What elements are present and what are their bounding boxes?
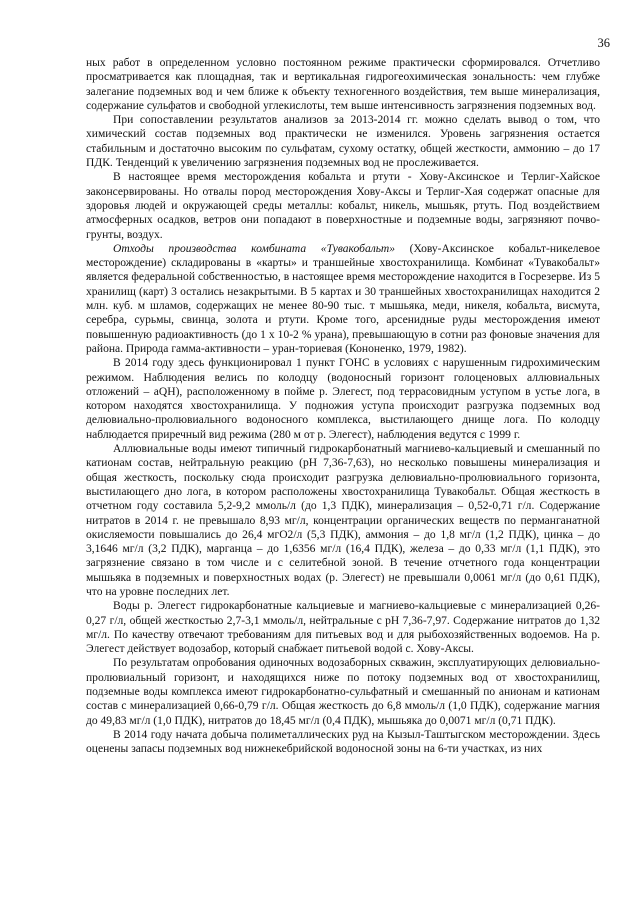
paragraph-tuvacobalt-waste <box>86 242 600 356</box>
page-number: 36 <box>597 36 610 50</box>
paragraph-continuation: ных работ в определенном условно постоянном режиме практически сформировался. Отчетливо просматривается как площадная, так и вертикальная гидрогеохимическая зональность: чем глубже залегание подземных вод и чем ближе к объекту техногенного воздействия, тем выше минерализация, содержание сульфатов и свободной углекислоты, тем выше интенсивность загрязнения подземных вод. <box>86 57 600 112</box>
paragraph-elegest-river: Воды р. Элегест гидрокарбонатные кальциевые и магниево-кальциевые с минерализацией 0,26-0,27 г/л, общей жесткостью 2,7-3,1 ммоль/л, нейтральные с pH 7,36-7,97. Содержание нитратов до 1,32 мг/л. По качеству отвечают требованиям для питьевых вод и для рыбохозяйственных водоемов. На р. Элегест действует водозабор, который снабжает питьевой водой с. Хову-Аксы. <box>86 600 600 656</box>
paragraph-gons-2014: В 2014 году здесь функционировал 1 пункт ГОНС в условиях с нарушенным гидрохимическим режимом. Наблюдения велись по колодцу (водоносный горизонт голоценовых аллювиальных отложений – aQH), расположенному в пойме р. Элегест, под террасовидным уступом в устье лога, в котором находятся хвостохранилища. У подножия уступа происходит разгрузка подземных вод делювиально-пролювиального водоносного комплекса, выстилающего днище лога. По колодцу наблюдается приречный вид режима (280 м от р. Элегест), наблюдения ведутся с 1999 г. <box>86 357 600 441</box>
italic-lead: Отходы производства комбината «Тувакобальт» <box>113 242 395 255</box>
paragraph-kyzyl-tashtyg: В 2014 году начата добыча полиметаллических руд на Кызыл-Таштыгском месторождении. Здесь оценены запасы подземных вод нижнекебрийской водоносной зоны на 6-ти участках, из них <box>86 728 600 756</box>
paragraph-deposits-mothballed: В настоящее время месторождения кобальта и ртути - Хову-Аксинское и Терлиг-Хайское законсервированы. Но отвалы пород месторождения Хову-Аксы и Терлиг-Хая содержат опасные для здоровья людей и окружающей среды металлы: кобальт, никель, мышьяк, ртуть. Под воздействием атмосферных осадков, ветров они попадают в поверхностные и подземные воды, загрязняют почво-грунты, воздух. <box>86 171 600 241</box>
paragraph-tuvacobalt-waste-text: (Хову-Аксинское кобальт-никелевое месторождение) складированы в «карты» и траншейные хвостохранилища. Комбинат «Тувакобальт» является федеральной собственностью, в настоящее время месторождение находится в Госрезерве. Из 5 хранилищ (карт) 3 остались незакрытыми. В 5 картах и 30 траншейных хвостохранилищах находится 2 млн. куб. м шламов, содержащих не менее 80-90 тыс. т мышьяка, меди, никеля, кобальта, висмута, серебра, сурьмы, свинца, золота и ртути. Кроме того, арсенидные руды месторождения имеют повышенную радиоактивность (до 1 х 10-2 % урана), превышающую в сотни раз фоновые значения для района. Природа гамма-активности – уран-ториевая (Кононенко, 1979, 1982). <box>86 242 600 355</box>
paragraph-analysis-comparison: При сопоставлении результатов анализов за 2013-2014 гг. можно сделать вывод о том, что химический состав подземных вод практически не изменился. Уровень загрязнения остается стабильным и достаточно высоким по сульфатам, сухому остатку, общей жесткости, аммонию – до 17 ПДК. Тенденций к увеличению загрязнения подземных вод не прослеживается. <box>86 114 600 170</box>
document-body <box>86 56 600 757</box>
paragraph-alluvial-waters: Аллювиальные воды имеют типичный гидрокарбонатный магниево-кальциевый и смешанный по катионам состав, нейтральную реакцию (pH 7,36-7,63), но несколько повышены минерализация и общая жесткость, поскольку сюда происходит разгрузка делювиально-пролювиального горизонта, выстилающего дно лога, в котором расположены хвостохранилища Тувакобальт. Общая жесткость в отчетном году составила 5,2-9,2 ммоль/л (до 1,3 ПДК), минерализация – 0,52-0,71 г/л. Содержание нитратов в 2014 г. не превышало 8,93 мг/л, концентрации органических веществ по перманганатной окисляемости повышались до 26,4 мгO2/л (5,3 ПДК), аммония – до 1,8 мг/л (1,2 ПДК), цинка – до 3,1646 мг/л (3,2 ПДК), марганца – до 1,6356 мг/л (16,4 ПДК), железа – до 0,33 мг/л (1,1 ПДК), это загрязнение связано в том числе и с селитебной зоной. В течение отчетного года концентрации мышьяка в подземных и поверхностных водах (р. Элегест) не превышали 0,0061 мг/л (до 0,61 ПДК), что на уровне последних лет. <box>86 443 600 598</box>
paragraph-sampling-results: По результатам опробования одиночных водозаборных скважин, эксплуатирующих делювиально-пролювиальный горизонт, и находящихся ниже по потоку подземных вод от хвостохранилищ, подземные воды комплекса имеют гидрокарбонатно-сульфатный и смешанный по анионам и катионам состав с минерализацией 0,66-0,79 г/л. Общая жесткость до 6,8 ммоль/л (1,0 ПДК), содержание магния до 49,83 мг/л (1,0 ПДК), нитратов до 18,45 мг/л (0,4 ПДК), мышьяка до 0,0071 мг/л (0,71 ПДК). <box>86 657 600 727</box>
